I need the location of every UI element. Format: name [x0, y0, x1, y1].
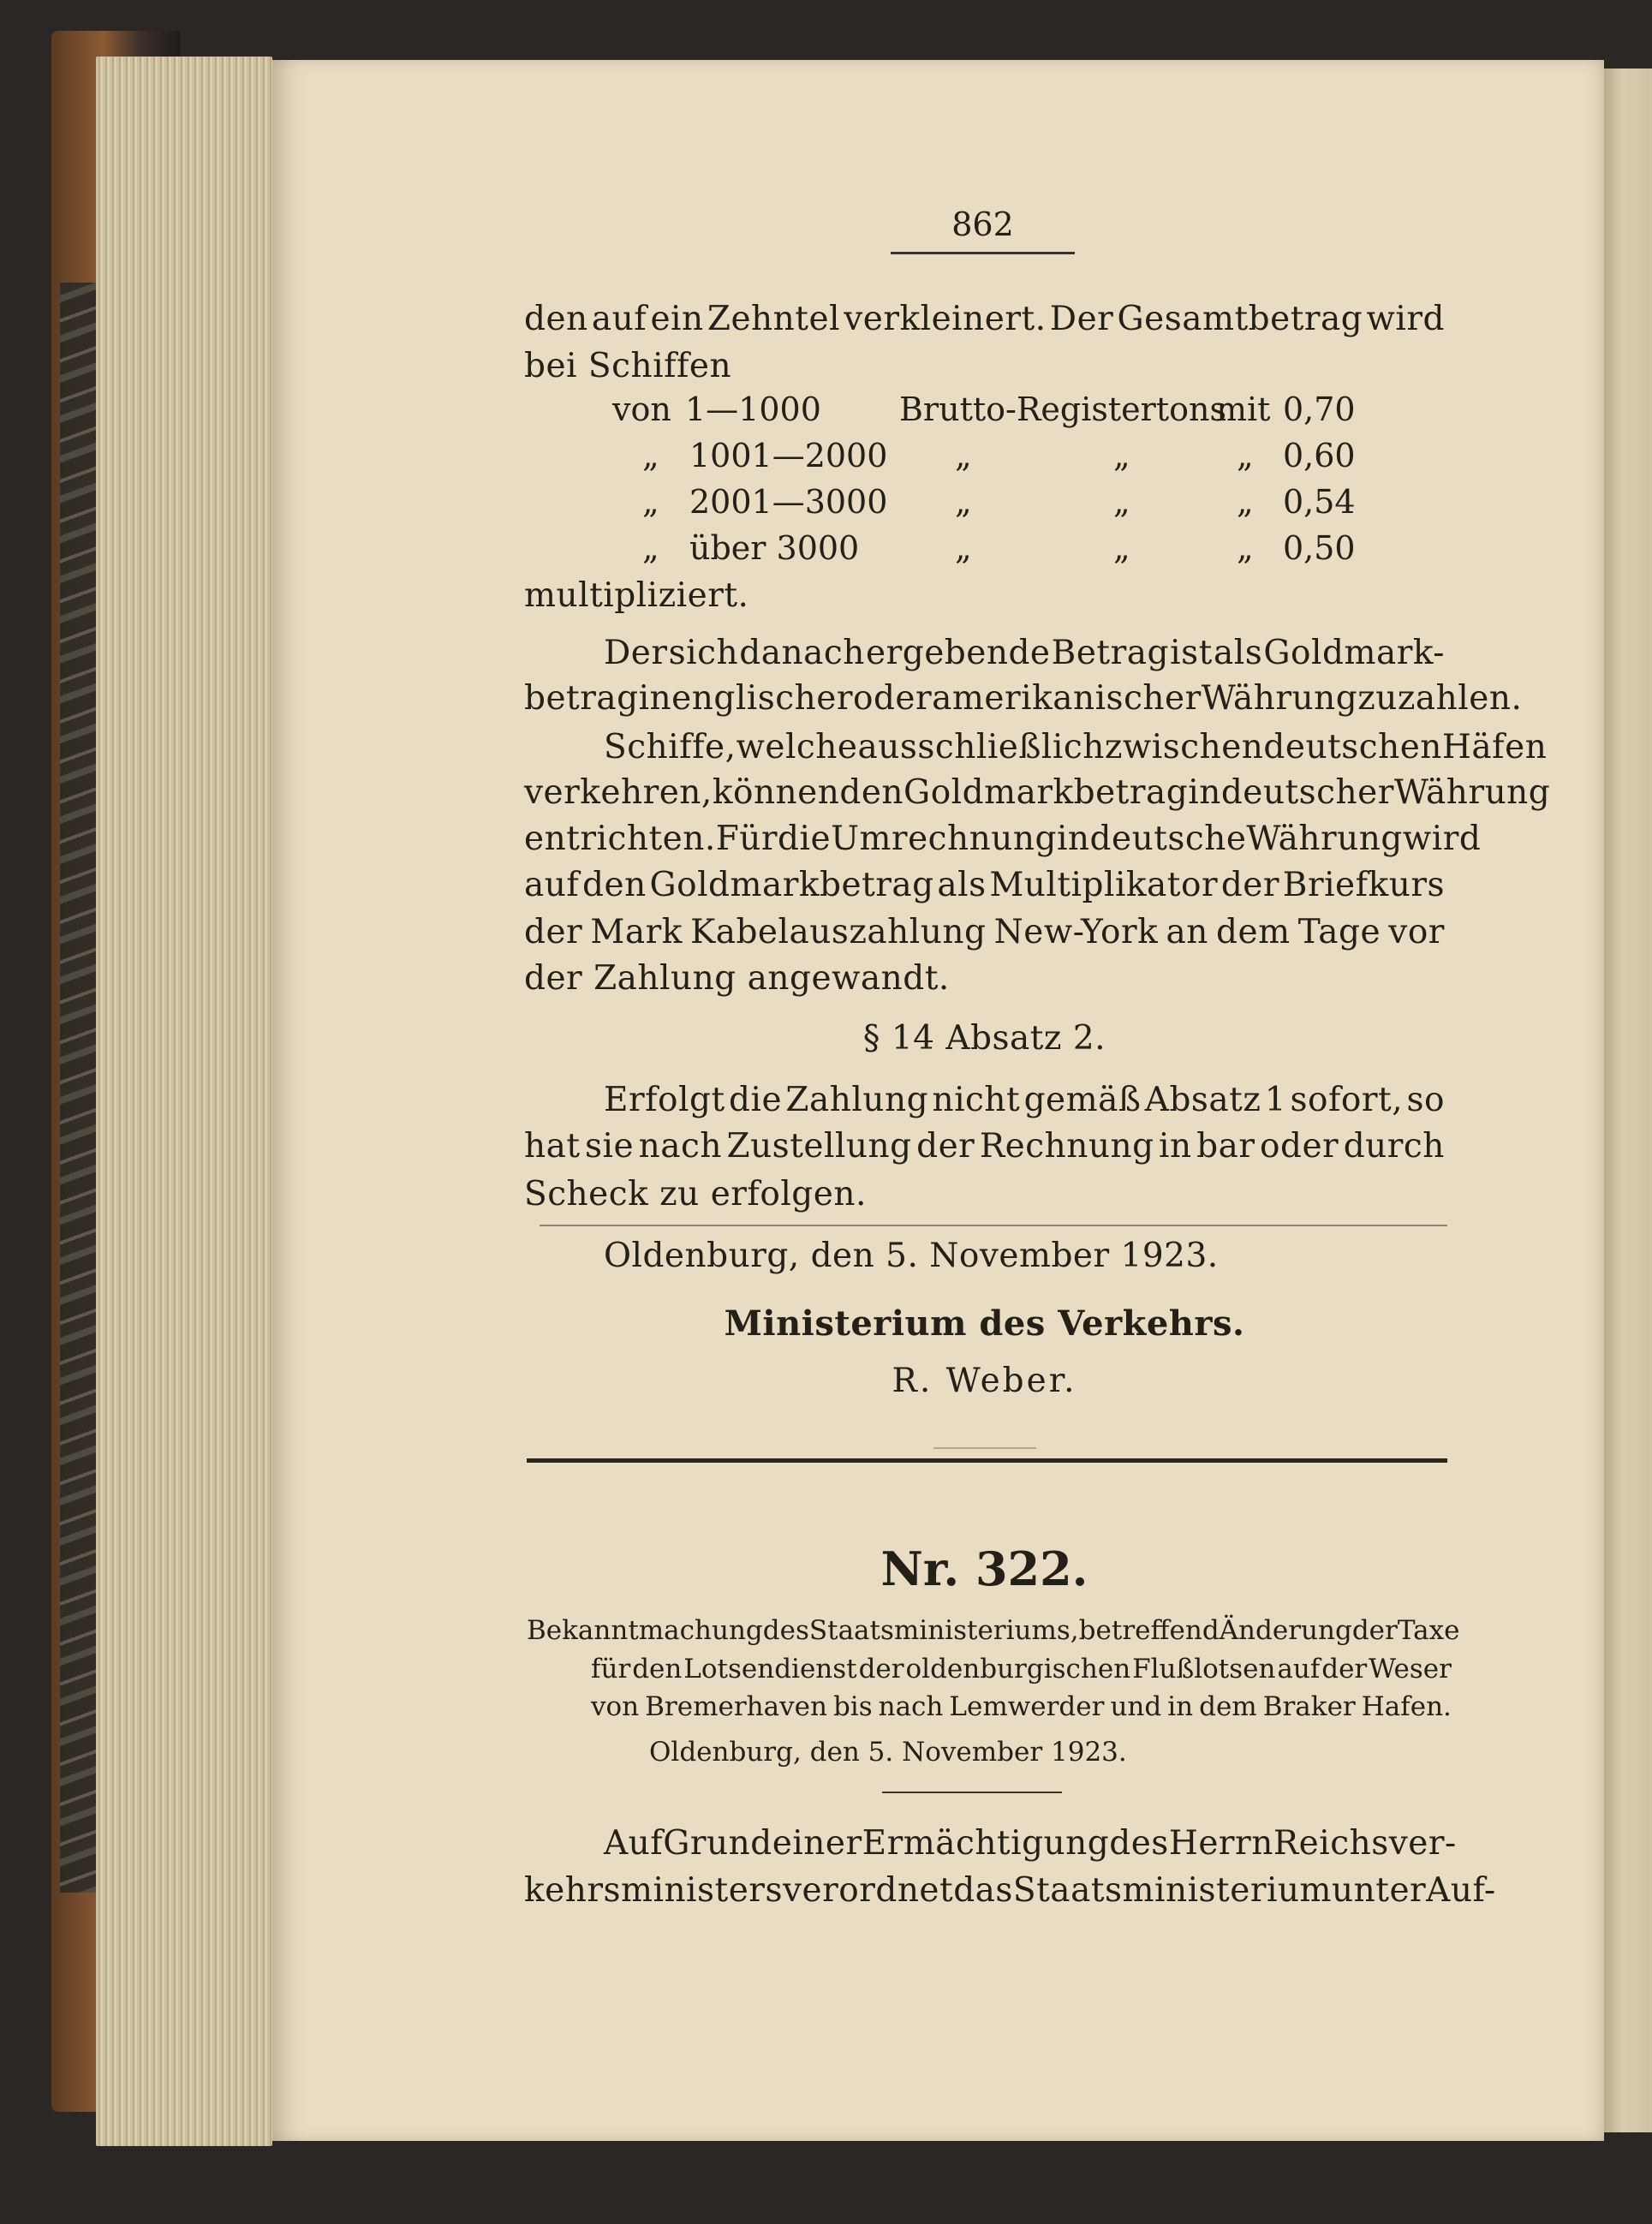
- final-line-1: [604, 1824, 1457, 1863]
- word: Für: [715, 820, 778, 858]
- word: verkehren,: [524, 773, 713, 812]
- word: zahlen.: [1397, 679, 1523, 718]
- para1-line-1: [604, 634, 1445, 672]
- word: gemäß: [1023, 1081, 1142, 1119]
- word: wird: [1366, 300, 1445, 338]
- word: betreffend: [1078, 1615, 1220, 1646]
- word: Auf-: [1426, 1871, 1496, 1910]
- word: oldenburgischen: [905, 1654, 1131, 1684]
- word: Auf: [604, 1824, 664, 1863]
- word: dem: [1199, 1691, 1257, 1722]
- word: zu: [1357, 679, 1398, 718]
- continuation-line-1: [524, 300, 1445, 338]
- word: verordnet: [782, 1871, 954, 1910]
- notice-date: Oldenburg, den 5. November 1923.: [649, 1737, 1127, 1768]
- rate-range: 1001—2000: [689, 437, 888, 474]
- notice-rule: [882, 1792, 1062, 1793]
- word: amerikanischer: [932, 679, 1202, 718]
- word: ist: [1170, 634, 1213, 672]
- rate-unit: „: [955, 483, 972, 521]
- word: dem: [1216, 913, 1291, 951]
- word: Hafen.: [1361, 1691, 1452, 1722]
- word: Schiffe,: [604, 728, 737, 766]
- rate-lead: „: [642, 483, 659, 521]
- word: Der: [604, 634, 668, 672]
- word: Lemwerder: [949, 1691, 1105, 1722]
- word: der: [1351, 1615, 1398, 1646]
- word: Häfen: [1441, 728, 1548, 766]
- rate-factor: 0,60: [1283, 437, 1356, 474]
- word: Bekanntmachung: [527, 1615, 763, 1646]
- word: oder: [1260, 1127, 1339, 1166]
- rate-lead: von: [612, 391, 671, 428]
- word: auf: [524, 866, 580, 904]
- word: von: [591, 1691, 640, 1722]
- word: Änderung: [1219, 1615, 1352, 1646]
- facing-page-edge: [1604, 69, 1652, 2132]
- word: sie: [585, 1127, 635, 1166]
- word: der: [916, 1127, 975, 1166]
- word: auf: [591, 300, 647, 338]
- notice-desc-line-1: [527, 1615, 1460, 1646]
- rate-unit: „: [1113, 483, 1130, 521]
- para2-line-3: [524, 820, 1482, 858]
- word: so: [1406, 1081, 1445, 1119]
- word: und: [1110, 1691, 1162, 1722]
- word: ein: [650, 300, 704, 338]
- word: wird: [1402, 820, 1482, 858]
- word: Flußlotsen: [1132, 1654, 1276, 1684]
- para1-line-2: [524, 679, 1523, 718]
- word: Goldmark-: [1263, 634, 1445, 672]
- word: deutsche: [1089, 820, 1247, 858]
- word: des: [762, 1615, 809, 1646]
- word: Rechnung: [979, 1127, 1154, 1166]
- word: entrichten.: [524, 820, 716, 858]
- word: unter: [1332, 1871, 1427, 1910]
- word: sich: [668, 634, 739, 672]
- word: den: [839, 773, 904, 812]
- word: New-York: [993, 913, 1159, 951]
- page-number: 862: [951, 206, 1014, 243]
- rate-lead: „: [642, 529, 659, 567]
- signature: R. Weber.: [892, 1362, 1077, 1400]
- word: bis: [832, 1691, 873, 1722]
- rate-factor: 0,50: [1283, 529, 1356, 567]
- word: als: [1213, 634, 1263, 672]
- para2-line-1: [604, 728, 1548, 766]
- para2-line-2: [524, 773, 1551, 812]
- word: Bremerhaven: [645, 1691, 827, 1722]
- word: 1: [1264, 1081, 1287, 1119]
- word: der: [1220, 866, 1280, 904]
- faint-rule: [540, 1225, 1447, 1226]
- word: der: [858, 1654, 904, 1684]
- word: welche: [736, 728, 858, 766]
- rate-range: 1—1000: [685, 391, 821, 428]
- para2-line-6: der Zahlung angewandt.: [524, 959, 950, 998]
- word: betrag: [524, 679, 639, 718]
- word: Grund: [663, 1824, 772, 1863]
- word: sofort,: [1290, 1081, 1404, 1119]
- word: Lotsendienst: [683, 1654, 857, 1684]
- page-number-rule: [891, 252, 1075, 254]
- word: englischer: [671, 679, 853, 718]
- word: deutschen: [1263, 728, 1442, 766]
- word: Reichsver-: [1273, 1824, 1457, 1863]
- para3-line-1: [604, 1081, 1445, 1119]
- word: in: [1188, 773, 1221, 812]
- word: Herrn: [1168, 1824, 1273, 1863]
- word: deutscher: [1220, 773, 1394, 812]
- word: Taxe: [1397, 1615, 1460, 1646]
- word: Zehntel: [707, 300, 840, 338]
- notice-desc-line-3: [591, 1691, 1452, 1722]
- short-faint-rule: [933, 1447, 1036, 1449]
- word: bar: [1196, 1127, 1255, 1166]
- word: das: [953, 1871, 1013, 1910]
- word: Multiplikator: [989, 866, 1219, 904]
- word: Goldmarkbetrag: [649, 866, 934, 904]
- word: als: [937, 866, 987, 904]
- word: des: [1109, 1824, 1169, 1863]
- rate-unit: „: [955, 437, 972, 474]
- word: Zustellung: [726, 1127, 912, 1166]
- date-line: Oldenburg, den 5. November 1923.: [604, 1237, 1219, 1275]
- word: Braker: [1262, 1691, 1356, 1722]
- word: die: [729, 1081, 783, 1119]
- word: Erfolgt: [604, 1081, 725, 1119]
- word: Mark: [590, 913, 683, 951]
- word: kehrsministers: [524, 1871, 783, 1910]
- rate-mit: mit: [1216, 391, 1271, 428]
- rate-unit: „: [1113, 437, 1130, 474]
- notice-number: Nr. 322.: [880, 1541, 1088, 1596]
- para3-line-2: [524, 1127, 1445, 1166]
- word: Goldmarkbetrag: [904, 773, 1189, 812]
- word: in: [1159, 1127, 1192, 1166]
- rate-factor: 0,70: [1283, 391, 1356, 428]
- word: verkleinert.: [844, 300, 1047, 338]
- word: ausschließlich: [857, 728, 1105, 766]
- section-separator: [527, 1458, 1447, 1463]
- rate-unit: Brutto-Registertons: [899, 391, 1226, 428]
- word: Staatsministerium: [1012, 1871, 1333, 1910]
- word: Währung: [1201, 679, 1358, 718]
- final-line-2: [524, 1871, 1496, 1910]
- word: Briefkurs: [1282, 866, 1445, 904]
- rate-unit: „: [1113, 529, 1130, 567]
- para3-line-3: Scheck zu erfolgen.: [524, 1175, 867, 1213]
- word: einer: [772, 1824, 862, 1863]
- word: nach: [878, 1691, 944, 1722]
- rate-mit: „: [1237, 483, 1254, 521]
- word: Gesamtbetrag: [1117, 300, 1363, 338]
- rate-lead: „: [642, 437, 659, 474]
- word: hat: [524, 1127, 581, 1166]
- word: den: [632, 1654, 683, 1684]
- word: in: [638, 679, 672, 718]
- word: können: [712, 773, 840, 812]
- word: Kabelauszahlung: [690, 913, 987, 951]
- word: nach: [638, 1127, 722, 1166]
- word: zwischen: [1104, 728, 1264, 766]
- word: der: [1321, 1654, 1368, 1684]
- word: Staatsministeriums,: [808, 1615, 1079, 1646]
- rate-factor: 0,54: [1283, 483, 1356, 521]
- rate-mit: „: [1237, 529, 1254, 567]
- continuation-line-2: bei Schiffen: [524, 347, 732, 385]
- word: durch: [1343, 1127, 1445, 1166]
- word: Währung: [1393, 773, 1551, 812]
- rate-unit: „: [955, 529, 972, 567]
- word: die: [778, 820, 832, 858]
- word: nicht: [932, 1081, 1021, 1119]
- word: Zahlung: [785, 1081, 929, 1119]
- para2-line-5: [524, 913, 1445, 951]
- rate-range: über 3000: [689, 529, 860, 567]
- word: an: [1166, 913, 1208, 951]
- word: Betrag: [1051, 634, 1169, 672]
- word: ergebende: [866, 634, 1051, 672]
- rate-range: 2001—3000: [689, 483, 888, 521]
- word: Ermächtigung: [862, 1824, 1110, 1863]
- page-edges: [96, 57, 272, 2146]
- word: danach: [739, 634, 865, 672]
- section-heading: § 14 Absatz 2.: [862, 1019, 1106, 1058]
- word: Der: [1049, 300, 1114, 338]
- word: für: [591, 1654, 631, 1684]
- notice-desc-line-2: [591, 1654, 1452, 1684]
- word: der: [524, 913, 583, 951]
- word: den: [524, 300, 588, 338]
- word: oder: [852, 679, 933, 718]
- word: Umrechnung: [831, 820, 1057, 858]
- word: Tage: [1297, 913, 1381, 951]
- word: vor: [1388, 913, 1445, 951]
- word: in: [1056, 820, 1090, 858]
- ministry-name: Ministerium des Verkehrs.: [724, 1303, 1245, 1344]
- multiplied-text: multipliziert.: [524, 576, 749, 615]
- word: den: [582, 866, 647, 904]
- word: Absatz: [1144, 1081, 1261, 1119]
- word: in: [1167, 1691, 1194, 1722]
- para2-line-4: [524, 866, 1445, 904]
- word: Weser: [1369, 1654, 1452, 1684]
- word: Währung: [1246, 820, 1403, 858]
- rate-mit: „: [1237, 437, 1254, 474]
- word: auf: [1277, 1654, 1321, 1684]
